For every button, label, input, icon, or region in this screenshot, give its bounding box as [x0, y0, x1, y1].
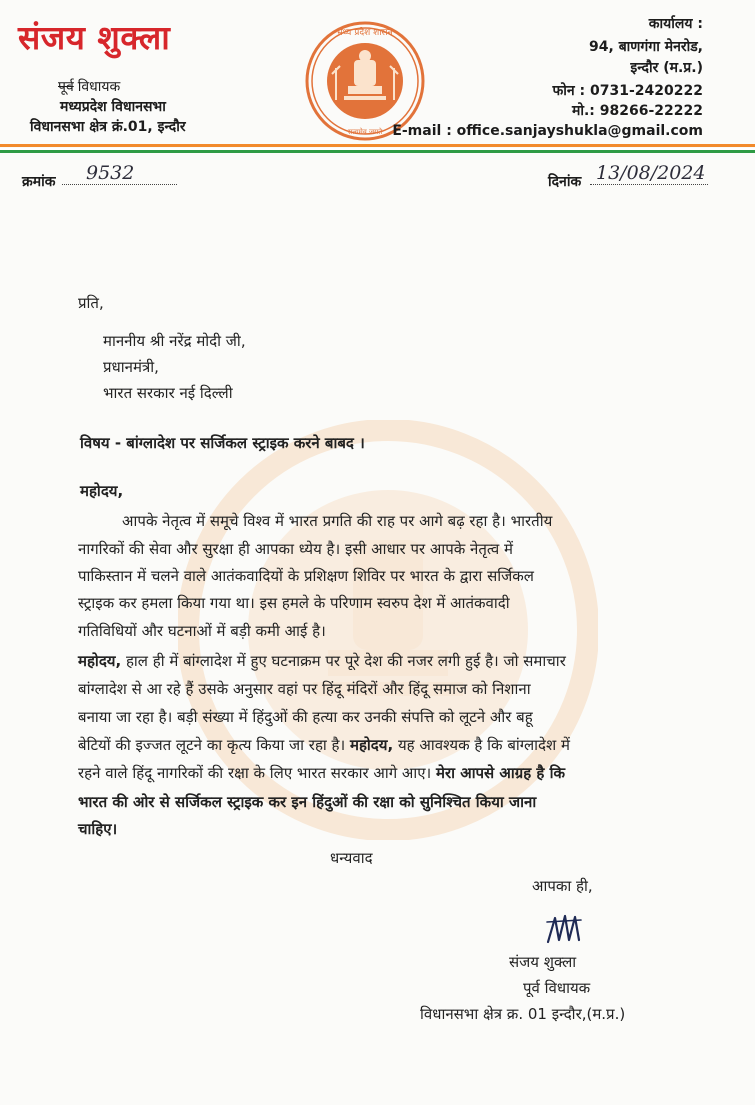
- para2-line6: भारत की ओर से सर्जिकल स्ट्राइक कर इन हिंदुओं की रक्षा को सुनिश्चित किया जाना: [78, 793, 537, 811]
- emblem-text-bottom: सत्यमेव जयते: [347, 128, 383, 136]
- salutation: महोदय,: [80, 482, 124, 500]
- closing-thanks: धन्यवाद: [330, 849, 373, 867]
- phone-number: फोन : 0731-2420222: [552, 83, 703, 99]
- handwritten-signature: [545, 912, 585, 946]
- para1-line1: आपके नेतृत्व में समूचे विश्व में भारत प्रगति की राह पर आगे बढ़ रहा है। भारतीय: [122, 512, 553, 530]
- para2-line7: चाहिए।: [78, 820, 118, 838]
- mobile-number: मो.: 98266-22222: [571, 103, 703, 119]
- address-line2: इन्दौर (म.प्र.): [630, 60, 703, 76]
- signatory-name: संजय शुक्ला: [509, 953, 577, 971]
- recipient-line3: भारत सरकार नई दिल्ली: [103, 384, 233, 402]
- signatory-designation: पूर्व विधायक: [523, 979, 591, 997]
- para2-line4-rest: यह आवश्यक है कि बांग्लादेश में: [393, 736, 570, 754]
- signatory-constituency: विधानसभा क्षेत्र क्र. 01 इन्दौर,(म.प्र.): [420, 1005, 626, 1023]
- para1-line3: पाकिस्तान में चलने वाले आतंकवादियों के प्रशिक्षण शिविर पर भारत के द्वारा सर्जिकल: [78, 567, 534, 585]
- office-label: कार्यालय :: [648, 16, 703, 32]
- tricolor-green-rule: [0, 150, 755, 153]
- para2-line5: [78, 763, 565, 783]
- letterhead-constituency: विधानसभा क्षेत्र क्रं.01, इन्दौर: [30, 119, 186, 135]
- recipient-line1: माननीय श्री नरेंद्र मोदी जी,: [103, 332, 246, 350]
- reference-number-dots: [62, 184, 177, 185]
- designation-struck: पूर्व: [58, 79, 74, 95]
- closing-yours: आपका ही,: [532, 877, 593, 895]
- para2-line4-bold: महोदय,: [349, 736, 394, 754]
- date-value: 13/08/2024: [596, 162, 706, 184]
- letterhead-assembly: मध्यप्रदेश विधानसभा: [60, 99, 166, 115]
- date-dots: [590, 184, 708, 185]
- para1-line4: स्ट्राइक कर हमला किया गया था। इस हमले के परिणाम स्वरुप देश में आतंकवादी: [78, 594, 510, 612]
- address-line1: 94, बाणगंगा मेनरोड,: [589, 39, 703, 55]
- letter-subject: विषय - बांग्लादेश पर सर्जिकल स्ट्राइक करने बाबद ।: [80, 434, 365, 452]
- emblem-text-top: मध्य प्रदेश शासन: [337, 28, 393, 38]
- designation-text: विधायक: [77, 79, 121, 95]
- reference-number-label: क्रमांक: [22, 174, 56, 190]
- letterhead-designation: [58, 77, 120, 96]
- para1-line5: गतिविधियों और घटनाओं में बड़ी कमी आई है।: [78, 622, 326, 640]
- para2-line1-rest: हाल ही में बांग्लादेश में हुए घटनाक्रम पर पूरे देश की नजर लगी हुई है। जो समाचार: [121, 652, 566, 670]
- para2-line1: [78, 651, 566, 671]
- para2-line2: बांग्लादेश से आ रहे हैं उसके अनुसार वहां पर हिंदू मंदिरों और हिंदू समाज को निशाना: [78, 680, 531, 698]
- para2-line4: [78, 735, 570, 755]
- email-address: E-mail : office.sanjayshukla@gmail.com: [392, 123, 703, 139]
- para2-line3: बनाया जा रहा है। बड़ी संख्या में हिंदुओं की हत्या कर उनकी संपत्ति को लूटने और बहू: [78, 708, 533, 726]
- reference-number-value: 9532: [86, 162, 135, 184]
- letterhead-name: संजय शुक्ला: [18, 18, 171, 57]
- para1-line2: नागरिकों की सेवा और सुरक्षा ही आपका ध्येय है। इसी आधार पर आपके नेतृत्व में: [78, 540, 513, 558]
- para2-line1-bold: महोदय,: [78, 652, 122, 670]
- para2-line5-pre: रहने वाले हिंदू नागरिकों की रक्षा के लिए भारत सरकार आगे आए।: [78, 764, 436, 782]
- recipient-to-label: प्रति,: [78, 294, 104, 312]
- para2-line4-pre: बेटियों की इज्जत लूटने का कृत्य किया जा रहा है।: [78, 736, 350, 754]
- recipient-line2: प्रधानमंत्री,: [103, 358, 159, 376]
- date-label: दिनांक: [548, 174, 582, 190]
- para2-line5-bold: मेरा आपसे आग्रह है कि: [436, 764, 565, 782]
- tricolor-saffron-rule: [0, 144, 755, 147]
